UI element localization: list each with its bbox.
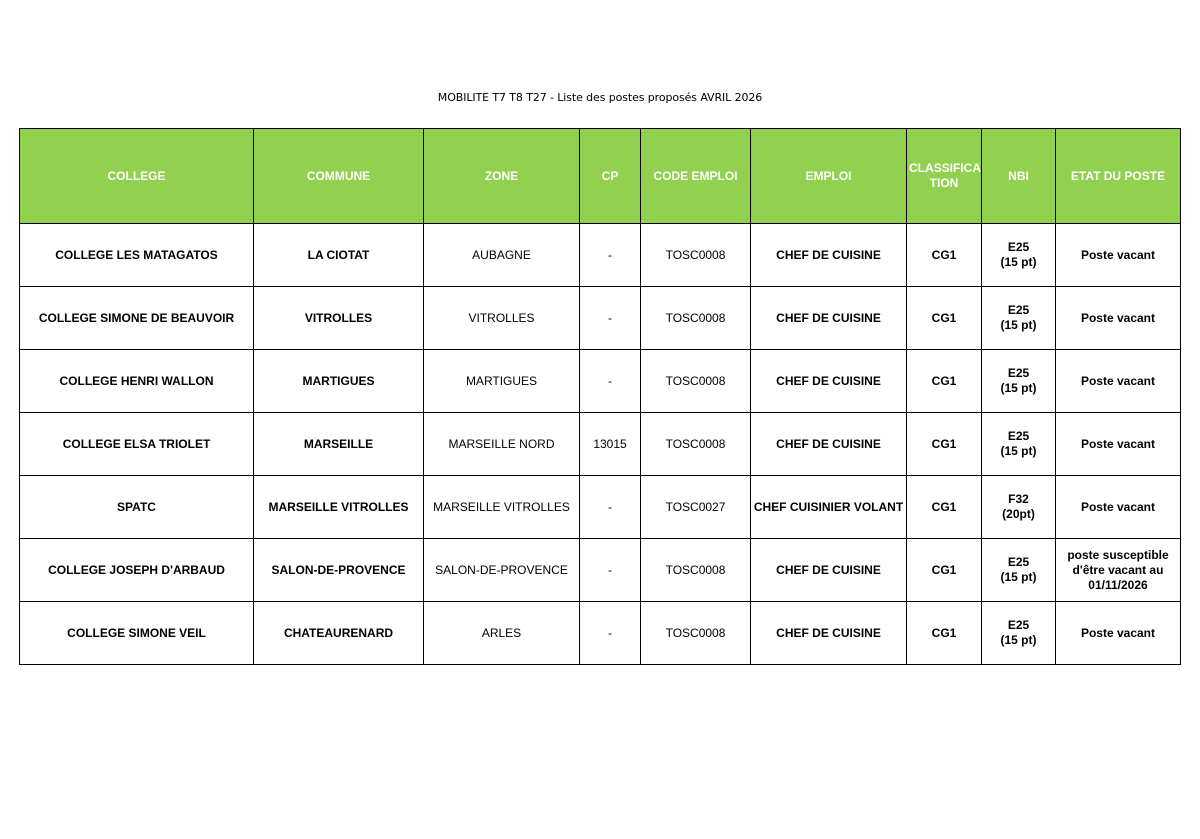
nbi-code: E25	[1007, 555, 1030, 569]
zone-cell: SALON-DE-PROVENCE	[424, 539, 580, 602]
emploi-cell: CHEF CUISINIER VOLANT	[751, 476, 907, 539]
etat-cell: Poste vacant	[1056, 350, 1181, 413]
header-row	[20, 129, 1181, 224]
column-header-zone: ZONE	[424, 129, 580, 224]
college-cell: COLLEGE ELSA TRIOLET	[20, 413, 254, 476]
commune-cell: CHATEAURENARD	[254, 602, 424, 665]
table-row	[20, 413, 1181, 476]
classification-cell: CG1	[907, 539, 982, 602]
emploi-cell: CHEF DE CUISINE	[751, 287, 907, 350]
nbi-points: (15 pt)	[1000, 318, 1037, 332]
column-header-emploi: EMPLOI	[751, 129, 907, 224]
code-emploi-cell: TOSC0008	[641, 602, 751, 665]
classification-cell: CG1	[907, 602, 982, 665]
nbi-points: (15 pt)	[1000, 633, 1037, 647]
nbi-points: (20pt)	[1002, 507, 1035, 521]
table-row	[20, 602, 1181, 665]
etat-cell: Poste vacant	[1056, 476, 1181, 539]
zone-cell: AUBAGNE	[424, 224, 580, 287]
etat-cell: Poste vacant	[1056, 413, 1181, 476]
table-row	[20, 476, 1181, 539]
zone-cell: MARSEILLE NORD	[424, 413, 580, 476]
code-emploi-cell: TOSC0008	[641, 287, 751, 350]
zone-cell: VITROLLES	[424, 287, 580, 350]
nbi-code: F32	[1008, 492, 1029, 506]
column-header-nbi: NBI	[982, 129, 1056, 224]
commune-cell: MARSEILLE	[254, 413, 424, 476]
commune-cell: MARTIGUES	[254, 350, 424, 413]
cp-cell: -	[580, 476, 641, 539]
zone-cell: MARSEILLE VITROLLES	[424, 476, 580, 539]
nbi-cell	[982, 350, 1056, 413]
nbi-cell	[982, 476, 1056, 539]
college-cell: SPATC	[20, 476, 254, 539]
nbi-code: E25	[1007, 618, 1030, 632]
commune-cell: VITROLLES	[254, 287, 424, 350]
postes-table	[19, 128, 1181, 665]
emploi-cell: CHEF DE CUISINE	[751, 539, 907, 602]
cp-cell: -	[580, 602, 641, 665]
column-header-college: COLLEGE	[20, 129, 254, 224]
commune-cell: MARSEILLE VITROLLES	[254, 476, 424, 539]
nbi-cell	[982, 287, 1056, 350]
emploi-cell: CHEF DE CUISINE	[751, 224, 907, 287]
nbi-points: (15 pt)	[1000, 570, 1037, 584]
cp-cell: -	[580, 350, 641, 413]
commune-cell: LA CIOTAT	[254, 224, 424, 287]
zone-cell: ARLES	[424, 602, 580, 665]
table-row	[20, 224, 1181, 287]
etat-cell: poste susceptible d'être vacant au 01/11/2026	[1056, 539, 1181, 602]
table-row	[20, 539, 1181, 602]
etat-cell: Poste vacant	[1056, 287, 1181, 350]
column-header-cp: CP	[580, 129, 641, 224]
code-emploi-cell: TOSC0008	[641, 539, 751, 602]
column-header-code-emploi: CODE EMPLOI	[641, 129, 751, 224]
table-row	[20, 287, 1181, 350]
emploi-cell: CHEF DE CUISINE	[751, 350, 907, 413]
nbi-points: (15 pt)	[1000, 381, 1037, 395]
college-cell: COLLEGE HENRI WALLON	[20, 350, 254, 413]
nbi-cell	[982, 539, 1056, 602]
nbi-code: E25	[1007, 366, 1030, 380]
classification-cell: CG1	[907, 350, 982, 413]
code-emploi-cell: TOSC0008	[641, 350, 751, 413]
nbi-cell	[982, 602, 1056, 665]
nbi-code: E25	[1007, 429, 1030, 443]
cp-cell: -	[580, 224, 641, 287]
nbi-code: E25	[1007, 240, 1030, 254]
college-cell: COLLEGE SIMONE DE BEAUVOIR	[20, 287, 254, 350]
code-emploi-cell: TOSC0008	[641, 224, 751, 287]
emploi-cell: CHEF DE CUISINE	[751, 413, 907, 476]
nbi-points: (15 pt)	[1000, 255, 1037, 269]
college-cell: COLLEGE LES MATAGATOS	[20, 224, 254, 287]
college-cell: COLLEGE JOSEPH D'ARBAUD	[20, 539, 254, 602]
etat-cell: Poste vacant	[1056, 602, 1181, 665]
zone-cell: MARTIGUES	[424, 350, 580, 413]
nbi-points: (15 pt)	[1000, 444, 1037, 458]
code-emploi-cell: TOSC0027	[641, 476, 751, 539]
nbi-cell	[982, 224, 1056, 287]
commune-cell: SALON-DE-PROVENCE	[254, 539, 424, 602]
code-emploi-cell: TOSC0008	[641, 413, 751, 476]
emploi-cell: CHEF DE CUISINE	[751, 602, 907, 665]
classification-cell: CG1	[907, 413, 982, 476]
page-title: MOBILITE T7 T8 T27 - Liste des postes proposés AVRIL 2026	[437, 91, 763, 104]
table-row	[20, 350, 1181, 413]
classification-cell: CG1	[907, 224, 982, 287]
etat-cell: Poste vacant	[1056, 224, 1181, 287]
cp-cell: -	[580, 539, 641, 602]
college-cell: COLLEGE SIMONE VEIL	[20, 602, 254, 665]
column-header-commune: COMMUNE	[254, 129, 424, 224]
classification-cell: CG1	[907, 287, 982, 350]
nbi-cell	[982, 413, 1056, 476]
classification-cell: CG1	[907, 476, 982, 539]
column-header-etat: ETAT DU POSTE	[1056, 129, 1181, 224]
column-header-classification: CLASSIFICA TION	[907, 129, 982, 224]
cp-cell: 13015	[580, 413, 641, 476]
cp-cell: -	[580, 287, 641, 350]
nbi-code: E25	[1007, 303, 1030, 317]
